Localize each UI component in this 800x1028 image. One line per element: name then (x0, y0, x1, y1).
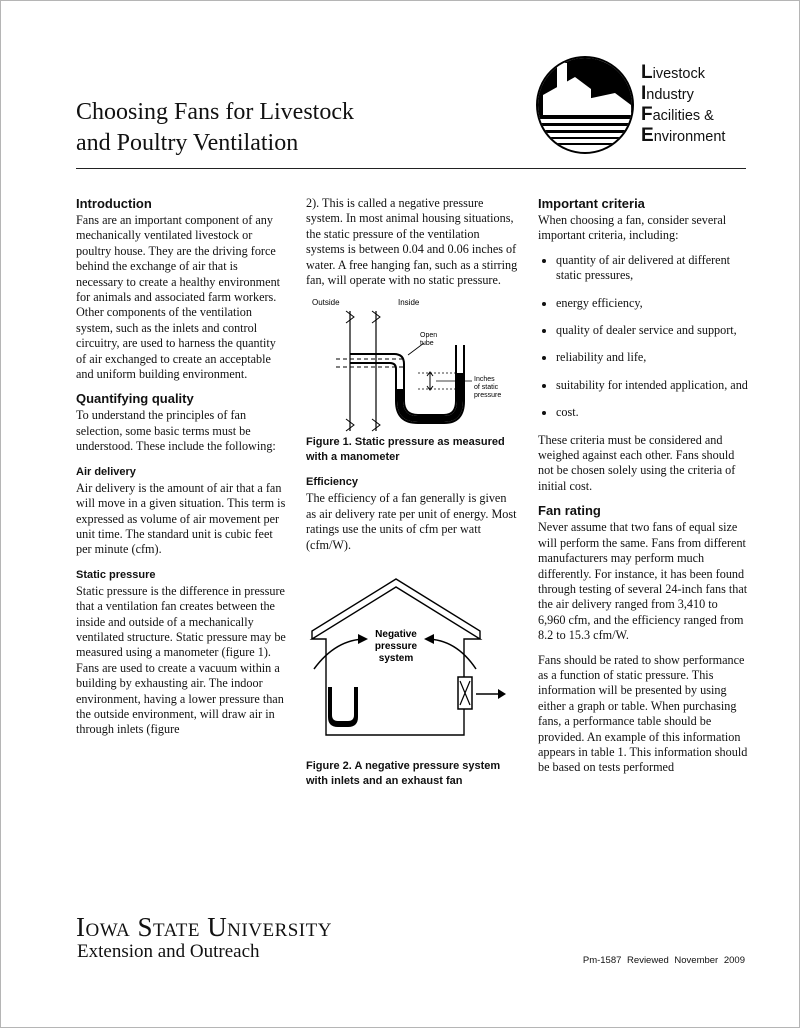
fig1-inches-label-2: of static (474, 384, 499, 392)
figure-2-caption: Figure 2. A negative pressure system with inlets and an exhaust fan (306, 760, 501, 788)
figure-2-negative-pressure (306, 567, 518, 759)
column-1 (76, 196, 286, 747)
life-logo-emblem (535, 55, 635, 155)
criteria-list (538, 253, 748, 421)
title-line-2: and Poultry Ventilation (76, 130, 299, 156)
air-delivery-paragraph: Air delivery is the amount of air that a fan will move in a given situation. This term is expressed as volume of air movement per unit time. The standard unit is cubic feet per minute (cfm). (76, 480, 286, 557)
fig2-label-2: pressure (374, 641, 418, 653)
static-pressure-paragraph: Static pressure is the difference in pressure that a ventilation fan creates between the inside and outside of a mechanically ventilated structure. Static pressure may be measured using a manometer (figure 1). Fans are used to create a vacuum within a building by exhausting air. The indoor environment, having a lower pressure than the outside environment, will draw air in through inlets (figure (76, 583, 286, 737)
efficiency-heading: Efficiency (306, 476, 358, 489)
figure-1-caption: Figure 1. Static pressure as measured with a manometer (306, 436, 505, 464)
fan-rating-heading: Fan rating (538, 503, 601, 519)
logo-line-2: ndustry (646, 87, 694, 103)
criteria-heading: Important criteria (538, 196, 645, 211)
criteria-item: • reliability and life, (556, 350, 748, 365)
document-title (76, 97, 354, 159)
criteria-intro: When choosing a fan, consider several important criteria, including: (538, 213, 727, 243)
criteria-item: • suitability for intended application, and (556, 378, 748, 393)
fig1-inches-label-3: pressure (474, 392, 502, 400)
life-logo-text (641, 63, 725, 147)
title-line-1: Choosing Fans for Livestock (76, 99, 354, 125)
efficiency-paragraph: The efficiency of a fan generally is given as air delivery rate per unit of energy. Most ratings use the units of cfm per watt (cfm/W). (306, 491, 517, 552)
fig1-inches-label-1: Inches (474, 376, 495, 384)
quality-paragraph: To understand the principles of fan selection, some basic terms must be understood. These include the following: (76, 408, 276, 454)
air-delivery-heading: Air delivery (76, 465, 136, 478)
fig2-label-3: system (378, 653, 414, 665)
fig1-wall (350, 311, 376, 431)
criteria-item: • cost. (556, 405, 748, 420)
criteria-item: • quality of dealer service and support, (556, 323, 748, 338)
quality-heading: Quantifying quality (76, 391, 194, 407)
column-3 (538, 196, 748, 785)
criteria-item: • quantity of air delivered at different static pressures, (556, 253, 748, 284)
fig1-open-tube-label-2: tube (420, 340, 434, 348)
logo-line-3: acilities & (652, 108, 714, 124)
intro-heading: Introduction (76, 196, 152, 211)
isu-wordmark: Iowa State University (76, 912, 332, 942)
fan-rating-paragraph-1: Never assume that two fans of equal size will perform the same. Fans from different manufacturers may perform much differently. For instance, it has been found through testing of several 24-inch fans that the air delivery ranged from 3,410 to 6,960 cfm, and the efficiency ranged from 8.2 to 15.3 cfm/W. (538, 520, 748, 643)
negative-pressure-paragraph: 2). This is called a negative pressure system. In most animal housing situations, the static pressure of the ventilation systems is between 0.04 and 0.06 inches of water. A free hanging fan, such as a stirring fan, will operate with no static pressure. (306, 196, 518, 288)
header-divider (76, 168, 746, 169)
static-pressure-heading: Static pressure (76, 568, 156, 581)
fig1-open-tube-label-1: Open (420, 332, 438, 340)
logo-cap-l: L (641, 62, 653, 83)
fan-rating-paragraph-2: Fans should be rated to show performance as a function of static pressure. This information will be presented by using either a graph or table. When purchasing fans, a performance table should be provided. An example of this information appears in table 1. This information should be based on tests performed (538, 652, 748, 775)
criteria-item: • energy efficiency, (556, 296, 748, 311)
figure-1-manometer (306, 297, 518, 435)
logo-line-1: ivestock (652, 66, 705, 82)
logo-cap-f: F (641, 104, 653, 125)
publication-info: Pm-1587 Reviewed November 2009 (582, 955, 745, 966)
logo-cap-e: E (641, 125, 654, 146)
fig1-inside-label: Inside (398, 298, 420, 308)
logo-line-4: nvironment (653, 129, 726, 145)
isu-extension-outreach: Extension and Outreach (77, 941, 260, 962)
logo-cap-i: I (641, 83, 647, 104)
fig2-label-1: Negative (375, 629, 417, 641)
fig1-outside-label: Outside (312, 298, 340, 308)
criteria-conclusion: These criteria must be considered and weighed against each other. Fans should not be chosen solely using the criteria of initial cost. (538, 432, 736, 493)
intro-paragraph: Fans are an important component of any mechanically ventilated livestock or poultry house. They are the driving force behind the exchange of air that is necessary to create a healthy environment for animals and associated farm workers. Other components of the ventilation system, such as the inlets and control circuitry, are used to harness the quantity of air exchanged to create an acceptable and uniform building environment. (76, 213, 281, 382)
column-2 (306, 196, 518, 798)
